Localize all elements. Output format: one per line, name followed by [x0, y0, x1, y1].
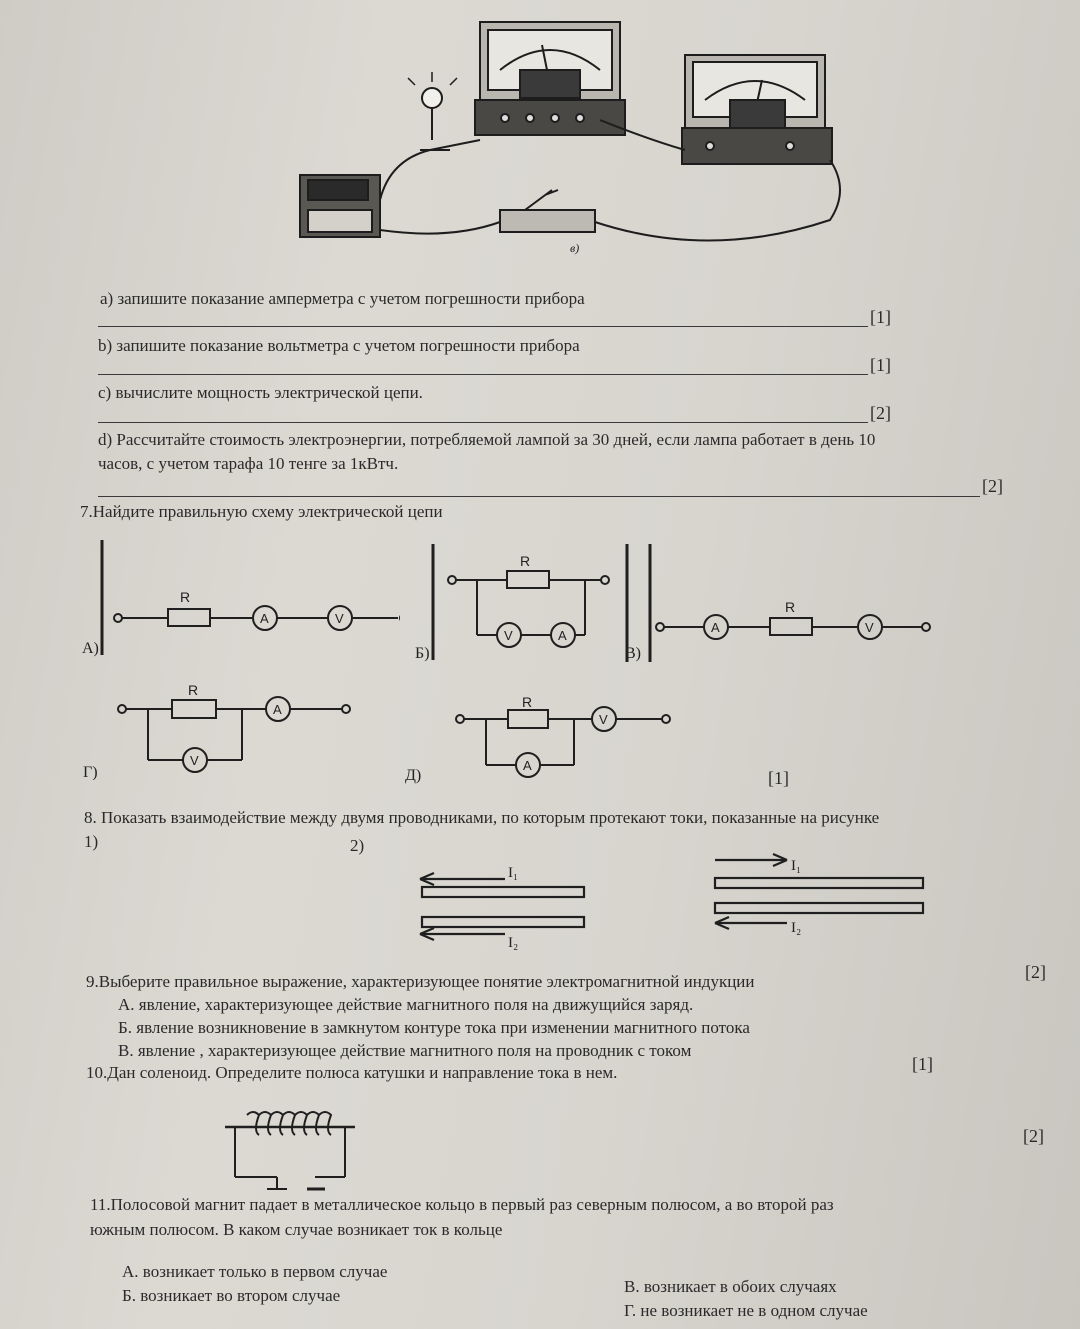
voltmeter-label: V [865, 620, 874, 635]
answer-line-d [98, 496, 980, 497]
q10-title: 10.Дан соленоид. Определите полюса катушки и направление тока в нем. [86, 1063, 618, 1082]
q6-d-mark: [2] [982, 476, 1003, 496]
current-i1-label: I₁ [508, 865, 519, 881]
q6-part-d-line1: d) Рассчитайте стоимость электроэнергии, потребляемой лампой за 30 дней, если лампа работает в день 10 [98, 430, 876, 449]
scheme-a [80, 535, 400, 665]
q7-mark: [1] [768, 768, 789, 788]
voltmeter-label: V [504, 628, 513, 643]
ammeter-label: A [523, 758, 532, 773]
q11-line1: 11.Полосовой магнит падает в металлическое кольцо в первый раз северным полюсом, а во второй раз [90, 1195, 834, 1214]
solenoid-figure [215, 1105, 375, 1195]
q11-option-a: А. возникает только в первом случае [122, 1262, 388, 1281]
apparatus-photo [290, 0, 850, 260]
voltmeter-label: V [599, 712, 608, 727]
q6-part-d-line2: часов, с учетом тарафа 10 тенге за 1кВтч. [98, 454, 399, 473]
resistor-label: R [188, 682, 199, 698]
scheme-a-label: А) [82, 640, 99, 657]
q9-option-v: В. явление , характеризующее действие магнитного поля на проводник с током [118, 1041, 692, 1060]
answer-line-a [98, 326, 868, 327]
q8-fig1-label: 1) [84, 832, 99, 851]
resistor-label: R [180, 589, 191, 605]
q9-option-b: Б. явление возникновение в замкнутом контуре тока при изменении магнитного потока [118, 1018, 750, 1037]
q11-option-v: В. возникает в обоих случаях [624, 1277, 837, 1296]
q6-b-mark: [1] [870, 355, 891, 375]
q11-line2: южным полюсом. В каком случае возникает ток в кольце [90, 1220, 503, 1239]
voltmeter-label: V [190, 753, 199, 768]
q7-title: 7.Найдите правильную схему электрической цепи [80, 502, 443, 521]
resistor-label: R [522, 694, 533, 710]
answer-line-c [98, 422, 868, 423]
q6-part-c: c) вычислите мощность электрической цепи. [98, 383, 423, 402]
q6-part-a: a) запишите показание амперметра с учетом погрешности прибора [100, 289, 585, 308]
scheme-b-label: Б) [415, 645, 430, 662]
ammeter-label: A [273, 702, 282, 717]
photo-caption: в) [570, 241, 580, 255]
q8-mark: [2] [1025, 962, 1046, 982]
resistor-label: R [520, 553, 531, 569]
scheme-g [80, 680, 380, 780]
ammeter-label: A [711, 620, 720, 635]
scheme-d [400, 690, 690, 790]
resistor-label: R [785, 599, 796, 615]
q8-figure-2 [705, 848, 935, 938]
current-i2-label: I₂ [508, 935, 519, 951]
ammeter-label: A [558, 628, 567, 643]
q6-c-mark: [2] [870, 403, 891, 423]
voltmeter-label: V [335, 611, 344, 626]
q10-mark: [2] [1023, 1126, 1044, 1146]
q9-option-a: А. явление, характеризующее действие магнитного поля на движущийся заряд. [118, 995, 694, 1014]
scheme-d-label: Д) [405, 767, 422, 784]
q11-option-g: Г. не возникает не в одном случае [624, 1301, 868, 1320]
scheme-g-label: Г) [83, 764, 98, 780]
q8-fig2-label: 2) [350, 836, 365, 855]
current-i2-label: I₂ [791, 920, 802, 936]
scheme-v [620, 540, 940, 665]
scheme-b [415, 540, 625, 665]
q8-figure-1 [410, 857, 600, 952]
scheme-v-label: В) [625, 645, 641, 662]
answer-line-b [98, 374, 868, 375]
q8-title: 8. Показать взаимодействие между двумя проводниками, по которым протекают токи, показанные на рисунке [84, 808, 880, 827]
q9-title: 9.Выберите правильное выражение, характеризующее понятие электромагнитной индукции [86, 972, 755, 991]
current-i1-label: I₁ [791, 858, 802, 874]
ammeter-label: A [260, 611, 269, 626]
q11-option-b: Б. возникает во втором случае [122, 1286, 341, 1305]
q6-part-b: b) запишите показание вольтметра с учетом погрешности прибора [98, 336, 580, 355]
q9-mark: [1] [912, 1054, 933, 1074]
q6-a-mark: [1] [870, 307, 891, 327]
